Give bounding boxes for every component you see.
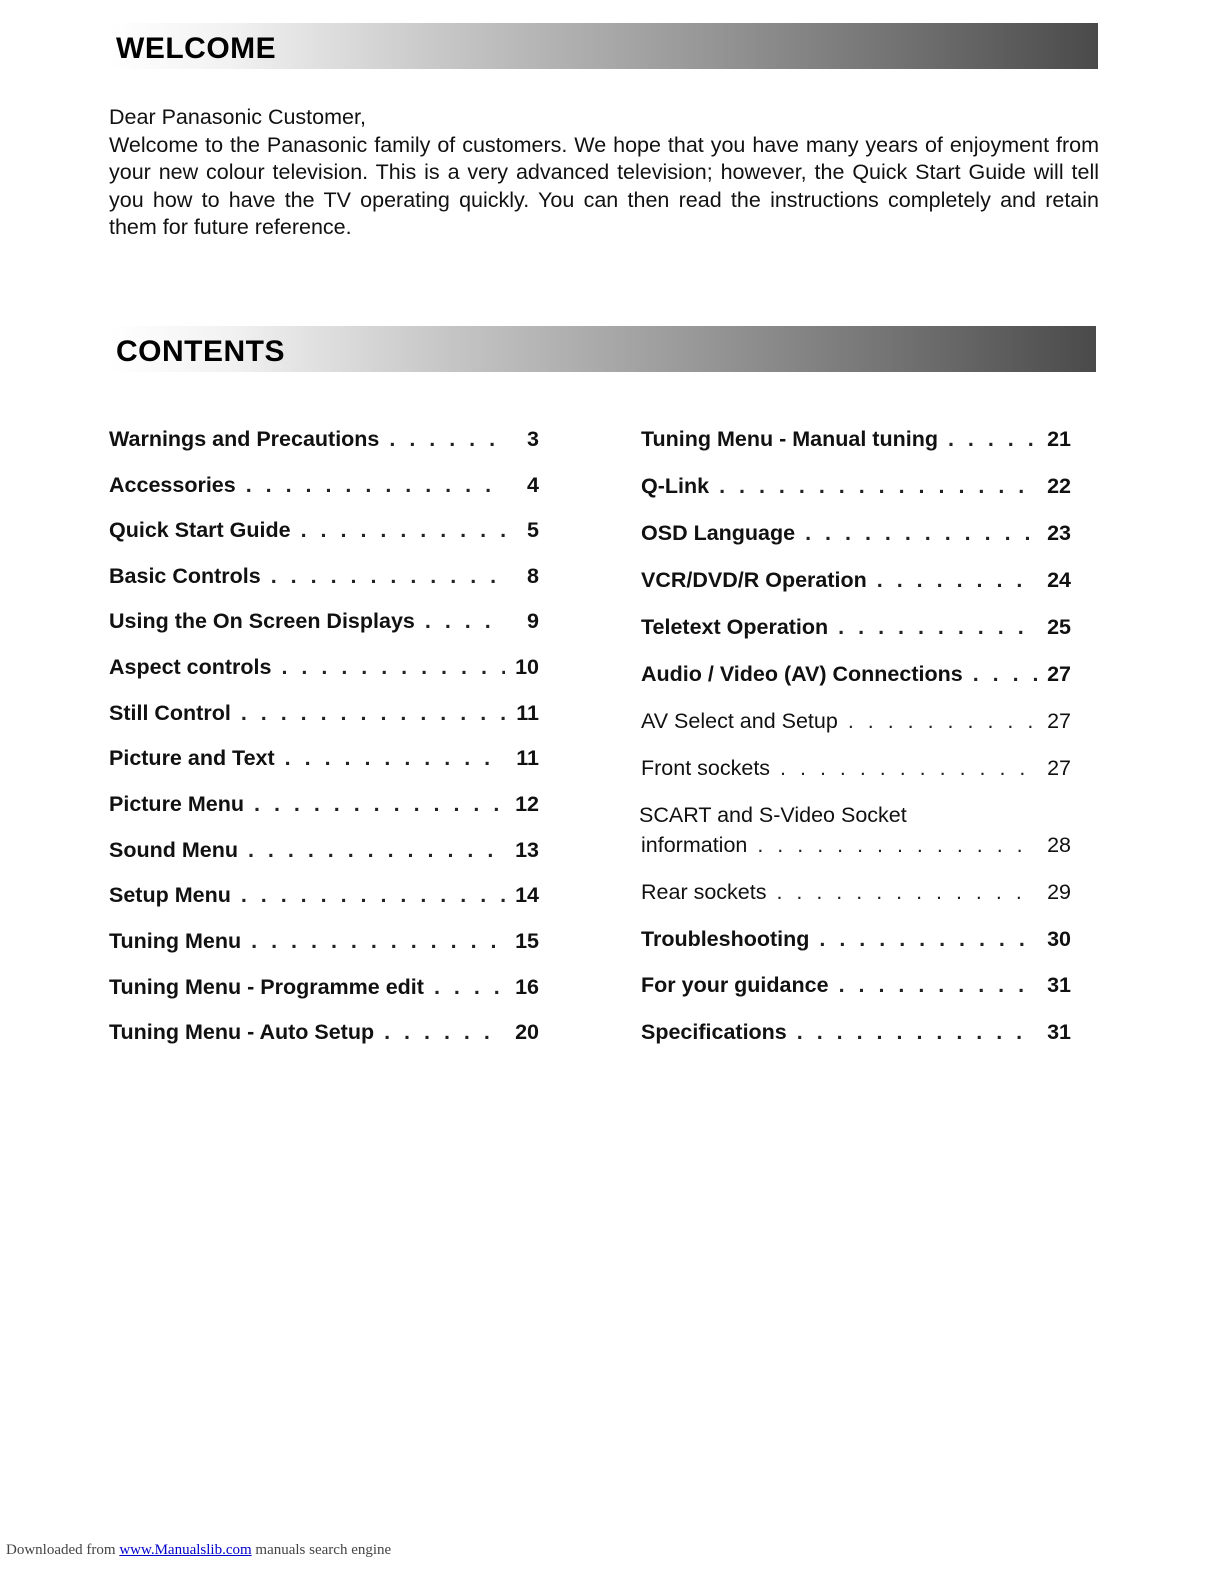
toc-page: 27 (1047, 662, 1071, 686)
toc-title: Tuning Menu (109, 929, 242, 953)
toc-page: 27 (1047, 709, 1071, 733)
toc-page: 14 (515, 883, 539, 907)
toc-entry-manual-tuning[interactable] (641, 424, 1071, 454)
toc-title-line1: SCART and S-Video Socket (639, 803, 907, 827)
toc-entry-av-connections[interactable] (641, 659, 1071, 689)
toc-page: 29 (1047, 880, 1071, 904)
toc-entry-q-link[interactable] (641, 471, 1071, 501)
toc-title: Tuning Menu - Manual tuning (641, 427, 938, 451)
contents-banner (110, 326, 1096, 372)
salutation: Dear Panasonic Customer, (109, 105, 366, 129)
toc-entry-still[interactable] (109, 698, 539, 728)
toc-entry-osd[interactable] (109, 606, 539, 636)
toc-page: 23 (1047, 521, 1071, 545)
toc-entry-scart-info[interactable] (639, 803, 1071, 860)
toc-page: 3 (527, 427, 539, 451)
toc-entry-front-sockets[interactable] (641, 753, 1071, 783)
welcome-banner (110, 23, 1098, 69)
toc-title: OSD Language (641, 521, 796, 545)
toc-page: 27 (1047, 756, 1071, 780)
toc-entry-accessories[interactable] (109, 470, 539, 500)
toc-title: Tuning Menu - Auto Setup (109, 1020, 375, 1044)
toc-title: Front sockets (641, 756, 771, 780)
toc-page: 28 (1047, 833, 1071, 857)
welcome-heading: WELCOME (116, 32, 277, 65)
toc-page: 24 (1047, 568, 1071, 592)
toc-title: For your guidance (641, 973, 829, 997)
contents-heading: CONTENTS (116, 335, 285, 368)
welcome-body: Welcome to the Panasonic family of customers. We hope that you have many years of enjoyment from your new colour television. This is a very advanced television; however, the Quick Start Guide will tell you how to have the TV operating quickly. You can then read the instructions completely and retain them for future reference. (109, 132, 1099, 239)
toc-title: Warnings and Precautions (109, 427, 380, 451)
toc-title: Sound Menu (109, 838, 238, 862)
toc-page: 9 (527, 609, 539, 633)
toc-page: 12 (515, 792, 539, 816)
toc-page: 10 (515, 655, 539, 679)
toc-entry-av-select[interactable] (641, 706, 1071, 736)
toc-title: Basic Controls (109, 564, 261, 588)
toc-title: AV Select and Setup (641, 709, 838, 733)
toc-page: 4 (527, 473, 539, 497)
toc-page: 13 (515, 838, 539, 862)
toc-page: 22 (1047, 474, 1071, 498)
toc-title: Audio / Video (AV) Connections (641, 662, 963, 686)
toc-entry-programme-edit[interactable] (109, 972, 539, 1002)
toc-title: Q-Link (641, 474, 710, 498)
toc-title: VCR/DVD/R Operation (641, 568, 867, 592)
toc-page: 16 (515, 975, 539, 999)
toc-entry-vcr-dvd[interactable] (641, 565, 1071, 595)
toc-page: 5 (527, 518, 539, 542)
toc-entry-sound-menu[interactable] (109, 835, 539, 865)
toc-entry-auto-setup[interactable] (109, 1017, 539, 1047)
toc-title: Using the On Screen Displays (109, 609, 415, 633)
toc-entry-teletext[interactable] (641, 612, 1071, 642)
toc-entry-warnings[interactable] (109, 424, 539, 454)
toc-entry-guidance[interactable] (641, 970, 1071, 1000)
welcome-text (109, 104, 1099, 242)
toc-page: 30 (1047, 927, 1071, 951)
toc-entry-specifications[interactable] (641, 1017, 1071, 1047)
footer-suffix: manuals search engine (255, 1542, 392, 1558)
toc-entry-basic-controls[interactable] (109, 561, 539, 591)
toc-entry-picture-text[interactable] (109, 743, 539, 773)
toc-title: Accessories (109, 473, 236, 497)
toc-page: 20 (515, 1020, 539, 1044)
toc-title: Tuning Menu - Programme edit (109, 975, 424, 999)
toc-entry-troubleshooting[interactable] (641, 924, 1071, 954)
toc-title: Quick Start Guide (109, 518, 291, 542)
toc-title: Specifications (641, 1020, 787, 1044)
toc-entry-picture-menu[interactable] (109, 789, 539, 819)
toc-entry-osd-language[interactable] (641, 518, 1071, 548)
toc-title: Teletext Operation (641, 615, 829, 639)
toc-entry-tuning-menu[interactable] (109, 926, 539, 956)
toc-entry-setup-menu[interactable] (109, 880, 539, 910)
toc-title: Rear sockets (641, 880, 767, 904)
toc-entry-aspect[interactable] (109, 652, 539, 682)
toc-entry-rear-sockets[interactable] (641, 877, 1071, 907)
toc-page: 25 (1047, 615, 1071, 639)
toc-page: 31 (1047, 1020, 1071, 1044)
manualslib-link[interactable]: www.Manualslib.com (119, 1542, 252, 1558)
download-footer (6, 1542, 391, 1559)
toc-title: Aspect controls (109, 655, 272, 679)
toc-page: 11 (516, 701, 539, 725)
toc-page: 15 (515, 929, 539, 953)
toc-page: 11 (516, 746, 539, 770)
toc-title: Setup Menu (109, 883, 231, 907)
toc-page: 21 (1047, 427, 1071, 451)
toc-title: information (641, 833, 748, 857)
toc-entry-quick-start[interactable] (109, 515, 539, 545)
toc-page: 31 (1047, 973, 1071, 997)
toc-title: Troubleshooting (641, 927, 810, 951)
toc-title: Still Control (109, 701, 231, 725)
toc-page: 8 (527, 564, 539, 588)
toc-title: Picture Menu (109, 792, 244, 816)
footer-prefix: Downloaded from (6, 1542, 116, 1558)
toc-title: Picture and Text (109, 746, 275, 770)
